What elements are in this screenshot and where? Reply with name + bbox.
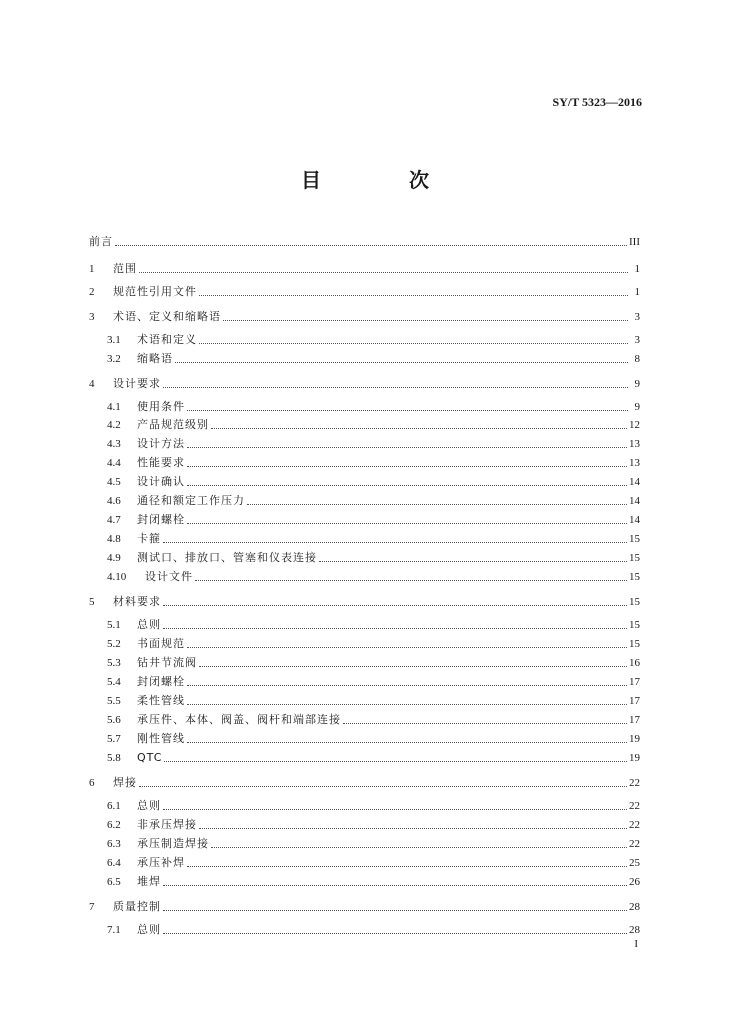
toc-entry-number: 6 (89, 777, 95, 789)
toc-entry-page: 15 (629, 596, 640, 608)
toc-entry-label: 总则 (137, 618, 161, 631)
toc-entry-number: 4.3 (107, 438, 121, 450)
toc-entry-number: 6.5 (107, 876, 121, 888)
toc-entry-number: 5 (89, 596, 95, 608)
toc-entry-page: 22 (629, 838, 640, 850)
toc-entry-page: 13 (629, 438, 640, 450)
toc-entry[interactable] (107, 694, 640, 708)
toc-entry-number: 4.7 (107, 514, 121, 526)
toc-entry-number: 2 (89, 286, 95, 298)
toc-entry-label: 封闭螺栓 (137, 675, 185, 688)
toc-entry-label: 钻井节流阀 (137, 656, 197, 669)
toc-entry-page: III (629, 236, 640, 248)
toc-entry[interactable] (107, 437, 640, 451)
toc-entry[interactable] (89, 262, 640, 276)
toc-entry-page: 14 (629, 476, 640, 488)
toc-entry-number: 4.1 (107, 401, 121, 413)
toc-entry-number: 5.8 (107, 752, 121, 764)
dot-leader (163, 628, 627, 629)
toc-entry-label: 承压补焊 (137, 856, 185, 869)
dot-leader (163, 910, 627, 911)
toc-entry-number: 6.1 (107, 800, 121, 812)
toc-entry-page: 22 (629, 800, 640, 812)
toc-entry-label: 总则 (137, 923, 161, 936)
toc-entry-label: QTC (137, 751, 163, 764)
toc-entry-page: 8 (634, 353, 640, 365)
toc-entry[interactable] (107, 513, 640, 527)
dot-leader (211, 847, 627, 848)
toc-entry-page: 1 (634, 286, 640, 298)
toc-entry-label: 术语、定义和缩略语 (113, 310, 221, 323)
toc-entry[interactable] (89, 595, 640, 609)
toc-entry-label: 总则 (137, 799, 161, 812)
dot-leader (115, 245, 627, 246)
toc-entry-number: 4.9 (107, 552, 121, 564)
toc-entry-page: 3 (634, 311, 640, 323)
toc-entry[interactable] (107, 799, 640, 813)
toc-entry-number: 5.1 (107, 619, 121, 631)
dot-leader (163, 885, 627, 886)
dot-leader (187, 685, 627, 686)
dot-leader (319, 561, 627, 562)
toc-entry-label: 焊接 (113, 776, 137, 789)
toc-entry-page: 14 (629, 495, 640, 507)
toc-entry-number: 3 (89, 311, 95, 323)
toc-entry[interactable] (107, 418, 640, 432)
dot-leader (164, 761, 627, 762)
toc-entry[interactable] (89, 776, 640, 790)
toc-entry[interactable] (107, 456, 640, 470)
dot-leader (187, 647, 627, 648)
toc-entry-number: 6.2 (107, 819, 121, 831)
toc-entry-label: 前言 (89, 235, 113, 248)
toc-entry-page: 1 (634, 263, 640, 275)
standard-number: SY/T 5323—2016 (552, 95, 642, 109)
dot-leader (139, 786, 627, 787)
toc-entry-page: 3 (634, 334, 640, 346)
toc-entry-number: 1 (89, 263, 95, 275)
toc-entry-page: 9 (634, 378, 640, 390)
dot-leader (163, 387, 628, 388)
toc-entry[interactable] (107, 637, 640, 651)
toc-entry-label: 材料要求 (113, 595, 161, 608)
toc-entry-label: 通径和额定工作压力 (137, 494, 245, 507)
toc-entry-number: 3.1 (107, 334, 121, 346)
toc-entry[interactable] (107, 713, 640, 727)
toc-entry-label: 封闭螺栓 (137, 513, 185, 526)
toc-entry-number: 5.4 (107, 676, 121, 688)
toc-entry-number: 5.5 (107, 695, 121, 707)
dot-leader (163, 809, 627, 810)
toc-entry-page: 22 (629, 777, 640, 789)
toc-entry-label: 刚性管线 (137, 732, 185, 745)
toc-entry[interactable] (107, 675, 640, 689)
dot-leader (343, 723, 627, 724)
toc-entry-page: 17 (629, 676, 640, 688)
dot-leader (199, 295, 628, 296)
dot-leader (187, 523, 627, 524)
dot-leader (163, 933, 627, 934)
toc-entry-page: 9 (634, 401, 640, 413)
dot-leader (199, 828, 627, 829)
toc-entry-label: 产品规范级别 (137, 418, 209, 431)
toc-entry-page: 12 (629, 419, 640, 431)
toc-entry-page: 15 (629, 619, 640, 631)
toc-entry-number: 4 (89, 378, 95, 390)
toc-entry-number: 5.6 (107, 714, 121, 726)
toc-entry[interactable] (107, 856, 640, 870)
toc-entry-number: 4.2 (107, 419, 121, 431)
toc-entry-label: 设计确认 (137, 475, 185, 488)
dot-leader (195, 580, 627, 581)
toc-entry-page: 28 (629, 901, 640, 913)
toc-entry[interactable] (107, 618, 640, 632)
toc-entry-label: 质量控制 (113, 900, 161, 913)
dot-leader (199, 666, 627, 667)
toc-entry-label: 卡箍 (137, 532, 161, 545)
toc-entry-label: 设计方法 (137, 437, 185, 450)
dot-leader (187, 485, 627, 486)
toc-entry-page: 15 (629, 552, 640, 564)
toc-entry-number: 4.10 (107, 571, 127, 583)
toc-entry[interactable] (89, 285, 640, 299)
page-title: 目 次 (301, 168, 463, 192)
toc-entry-page: 16 (629, 657, 640, 669)
toc-entry[interactable] (107, 923, 640, 937)
toc-entry-label: 缩略语 (137, 352, 173, 365)
toc-entry-page: 15 (629, 533, 640, 545)
toc-entry-label: 承压制造焊接 (137, 837, 209, 850)
toc-entry[interactable] (107, 551, 640, 565)
toc-entry-page: 15 (629, 638, 640, 650)
toc-entry[interactable] (107, 570, 640, 584)
toc-entry-label: 非承压焊接 (137, 818, 197, 831)
toc-entry-page: 14 (629, 514, 640, 526)
toc-entry-label: 术语和定义 (137, 333, 197, 346)
toc-entry[interactable] (107, 818, 640, 832)
toc-entry-label: 柔性管线 (137, 694, 185, 707)
dot-leader (211, 428, 627, 429)
toc-entry[interactable] (107, 875, 640, 889)
toc-entry[interactable] (107, 751, 640, 765)
toc-entry[interactable] (107, 400, 640, 414)
toc-entry-label: 使用条件 (137, 400, 185, 413)
dot-leader (187, 447, 627, 448)
toc-entry[interactable] (107, 333, 640, 347)
toc-entry-number: 5.2 (107, 638, 121, 650)
toc-entry-label: 书面规范 (137, 637, 185, 650)
toc-entry-page: 28 (629, 924, 640, 936)
toc-entry-page: 17 (629, 695, 640, 707)
dot-leader (187, 742, 627, 743)
toc-entry-page: 19 (629, 733, 640, 745)
dot-leader (175, 362, 628, 363)
toc-entry-label: 设计文件 (145, 570, 193, 583)
toc-entry[interactable] (107, 352, 640, 366)
toc-entry-page: 22 (629, 819, 640, 831)
toc-entry[interactable] (89, 235, 640, 249)
dot-leader (223, 320, 628, 321)
toc-entry-page: 26 (629, 876, 640, 888)
toc-entry[interactable] (107, 532, 640, 546)
toc-entry-number: 4.5 (107, 476, 121, 488)
toc-entry-label: 规范性引用文件 (113, 285, 197, 298)
toc-entry-label: 测试口、排放口、管塞和仪表连接 (137, 551, 317, 564)
toc-entry-number: 5.7 (107, 733, 121, 745)
toc-entry-label: 范围 (113, 262, 137, 275)
toc-entry-number: 5.3 (107, 657, 121, 669)
toc-entry[interactable] (107, 494, 640, 508)
toc-entry-number: 3.2 (107, 353, 121, 365)
toc-entry-number: 4.8 (107, 533, 121, 545)
toc-entry[interactable] (107, 837, 640, 851)
toc-entry[interactable] (107, 732, 640, 746)
dot-leader (163, 605, 627, 606)
dot-leader (139, 272, 628, 273)
toc-entry-number: 6.4 (107, 857, 121, 869)
toc-entry-label: 性能要求 (137, 456, 185, 469)
toc-entry-number: 7 (89, 901, 95, 913)
toc-entry-page: 19 (629, 752, 640, 764)
page-number: I (634, 938, 638, 950)
dot-leader (187, 866, 627, 867)
toc-entry-number: 7.1 (107, 924, 121, 936)
toc-entry[interactable] (107, 656, 640, 670)
dot-leader (187, 410, 628, 411)
toc-entry[interactable] (89, 377, 640, 391)
toc-entry[interactable] (89, 310, 640, 324)
toc-entry-page: 17 (629, 714, 640, 726)
toc-entry-label: 承压件、本体、阀盖、阀杆和端部连接 (137, 713, 341, 726)
dot-leader (247, 504, 627, 505)
toc-entry[interactable] (107, 475, 640, 489)
toc-entry-number: 4.6 (107, 495, 121, 507)
dot-leader (199, 343, 628, 344)
toc-entry-label: 设计要求 (113, 377, 161, 390)
toc-entry-page: 25 (629, 857, 640, 869)
toc-entry-label: 堆焊 (137, 875, 161, 888)
dot-leader (163, 542, 627, 543)
toc-entry-page: 13 (629, 457, 640, 469)
toc-entry[interactable] (89, 900, 640, 914)
toc-entry-number: 6.3 (107, 838, 121, 850)
dot-leader (187, 466, 627, 467)
toc-entry-number: 4.4 (107, 457, 121, 469)
dot-leader (187, 704, 627, 705)
toc-entry-page: 15 (629, 571, 640, 583)
